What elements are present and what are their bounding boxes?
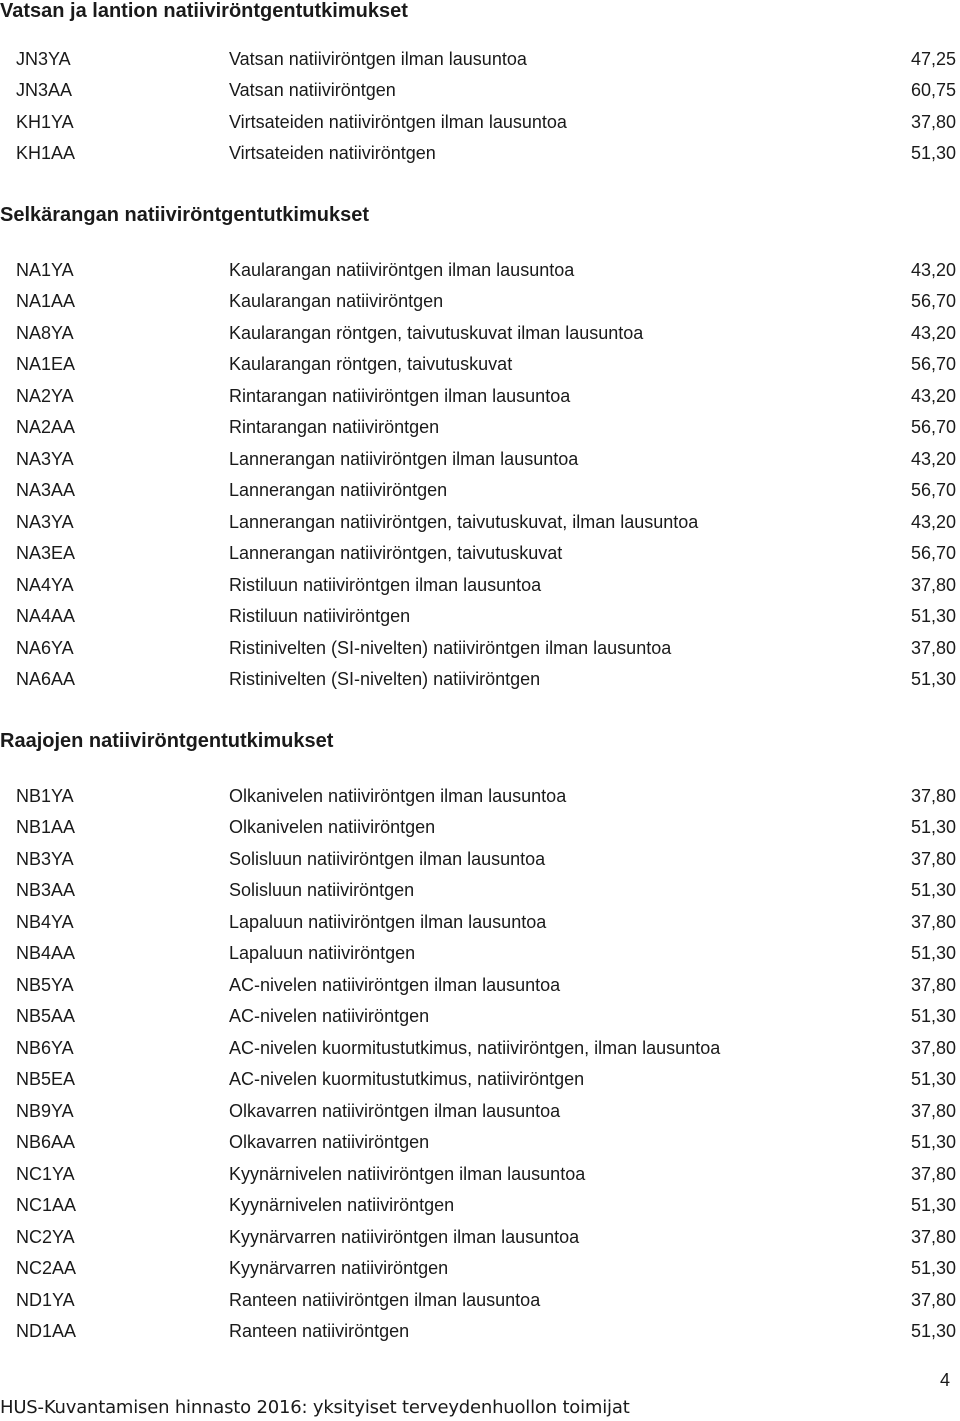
procedure-code: ND1YA xyxy=(16,1290,75,1310)
procedure-description: Olkanivelen natiiviröntgen ilman lausuntoa xyxy=(229,786,567,806)
procedure-description: Vatsan natiiviröntgen ilman lausuntoa xyxy=(229,49,527,69)
procedure-price: 37,80 xyxy=(910,912,956,932)
price-row xyxy=(0,785,960,816)
price-row xyxy=(0,111,960,142)
procedure-description: Olkavarren natiiviröntgen xyxy=(229,1132,430,1152)
procedure-description: Lannerangan natiiviröntgen, taivutuskuvat, ilman lausuntoa xyxy=(229,512,699,532)
procedure-code: NA3YA xyxy=(16,449,74,469)
procedure-description: Kaularangan röntgen, taivutuskuvat xyxy=(229,354,513,374)
procedure-price: 37,80 xyxy=(910,786,956,806)
procedure-price: 51,30 xyxy=(910,1195,956,1215)
price-row xyxy=(0,605,960,636)
procedure-price: 51,30 xyxy=(910,1132,956,1152)
procedure-price: 43,20 xyxy=(910,449,956,469)
procedure-price: 43,20 xyxy=(910,512,956,532)
procedure-description: Ristiluun natiiviröntgen ilman lausuntoa xyxy=(229,575,542,595)
price-row xyxy=(0,448,960,479)
procedure-code: NB5EA xyxy=(16,1069,76,1089)
procedure-description: Virtsateiden natiiviröntgen ilman lausuntoa xyxy=(229,112,567,132)
procedure-price: 51,30 xyxy=(910,880,956,900)
procedure-description: Solisluun natiiviröntgen xyxy=(229,880,415,900)
procedure-price: 37,80 xyxy=(910,1038,956,1058)
procedure-price: 51,30 xyxy=(910,1321,956,1341)
price-row xyxy=(0,1289,960,1320)
procedure-description: Lapaluun natiiviröntgen ilman lausuntoa xyxy=(229,912,547,932)
procedure-description: Olkanivelen natiiviröntgen xyxy=(229,817,436,837)
procedure-code: NB5YA xyxy=(16,975,74,995)
procedure-code: NA1EA xyxy=(16,354,76,374)
price-row xyxy=(0,259,960,290)
procedure-code: KH1AA xyxy=(16,143,76,163)
price-row xyxy=(0,290,960,321)
procedure-description: Kyynärnivelen natiiviröntgen xyxy=(229,1195,455,1215)
procedure-description: Ranteen natiiviröntgen xyxy=(229,1321,410,1341)
procedure-description: Ranteen natiiviröntgen ilman lausuntoa xyxy=(229,1290,541,1310)
procedure-description: Kaularangan natiiviröntgen xyxy=(229,291,444,311)
procedure-code: KH1YA xyxy=(16,112,74,132)
procedure-code: JN3YA xyxy=(16,49,71,69)
price-row xyxy=(0,1037,960,1068)
procedure-code: NB3YA xyxy=(16,849,74,869)
procedure-description: Rintarangan natiiviröntgen ilman lausuntoa xyxy=(229,386,571,406)
price-row xyxy=(0,1163,960,1194)
procedure-price: 37,80 xyxy=(910,638,956,658)
price-row xyxy=(0,142,960,173)
price-row xyxy=(0,1320,960,1351)
procedure-description: Virtsateiden natiiviröntgen xyxy=(229,143,436,163)
procedure-code: NA1YA xyxy=(16,260,74,280)
price-row xyxy=(0,1068,960,1099)
price-row xyxy=(0,942,960,973)
procedure-code: NB4YA xyxy=(16,912,74,932)
procedure-price: 56,70 xyxy=(910,417,956,437)
procedure-description: Ristinivelten (SI-nivelten) natiiviröntgen xyxy=(229,669,541,689)
price-row xyxy=(0,353,960,384)
procedure-code: NB6YA xyxy=(16,1038,74,1058)
procedure-code: NA4AA xyxy=(16,606,76,626)
price-row xyxy=(0,79,960,110)
price-row xyxy=(0,637,960,668)
procedure-code: NA2YA xyxy=(16,386,74,406)
procedure-description: Lapaluun natiiviröntgen xyxy=(229,943,416,963)
procedure-code: NA3EA xyxy=(16,543,76,563)
procedure-price: 51,30 xyxy=(910,1258,956,1278)
procedure-description: Rintarangan natiiviröntgen xyxy=(229,417,440,437)
procedure-description: Lannerangan natiiviröntgen ilman lausuntoa xyxy=(229,449,579,469)
procedure-code: NB9YA xyxy=(16,1101,74,1121)
procedure-description: Ristiluun natiiviröntgen xyxy=(229,606,411,626)
section-title: Selkärangan natiiviröntgentutkimukset xyxy=(0,204,369,226)
procedure-price: 56,70 xyxy=(910,543,956,563)
section-title: Vatsan ja lantion natiiviröntgentutkimukset xyxy=(0,0,408,22)
price-row xyxy=(0,322,960,353)
procedure-price: 56,70 xyxy=(910,354,956,374)
procedure-code: NC1AA xyxy=(16,1195,77,1215)
procedure-price: 37,80 xyxy=(910,1101,956,1121)
procedure-description: Vatsan natiiviröntgen xyxy=(229,80,396,100)
procedure-code: NA4YA xyxy=(16,575,74,595)
price-row xyxy=(0,574,960,605)
procedure-code: NA3AA xyxy=(16,480,76,500)
procedure-code: NA1AA xyxy=(16,291,76,311)
procedure-description: Lannerangan natiiviröntgen, taivutuskuvat xyxy=(229,543,563,563)
procedure-price: 56,70 xyxy=(910,291,956,311)
procedure-code: ND1AA xyxy=(16,1321,77,1341)
price-row xyxy=(0,511,960,542)
price-row xyxy=(0,879,960,910)
procedure-code: NA3YA xyxy=(16,512,74,532)
procedure-code: NB4AA xyxy=(16,943,76,963)
price-row xyxy=(0,542,960,573)
procedure-price: 51,30 xyxy=(910,943,956,963)
price-row xyxy=(0,848,960,879)
price-row xyxy=(0,1100,960,1131)
procedure-description: AC-nivelen kuormitustutkimus, natiiviröntgen, ilman lausuntoa xyxy=(229,1038,721,1058)
procedure-code: NC2AA xyxy=(16,1258,77,1278)
procedure-code: NB1AA xyxy=(16,817,76,837)
procedure-code: NB5AA xyxy=(16,1006,76,1026)
procedure-price: 37,80 xyxy=(910,975,956,995)
procedure-description: AC-nivelen natiiviröntgen ilman lausuntoa xyxy=(229,975,561,995)
document-footer: HUS-Kuvantamisen hinnasto 2016: yksityiset terveydenhuollon toimijat xyxy=(0,1397,630,1418)
procedure-code: NA6YA xyxy=(16,638,74,658)
price-row xyxy=(0,1194,960,1225)
procedure-description: AC-nivelen kuormitustutkimus, natiiviröntgen xyxy=(229,1069,585,1089)
price-row xyxy=(0,911,960,942)
procedure-description: Lannerangan natiiviröntgen xyxy=(229,480,448,500)
procedure-price: 37,80 xyxy=(910,1164,956,1184)
procedure-price: 51,30 xyxy=(910,1006,956,1026)
procedure-code: NB6AA xyxy=(16,1132,76,1152)
procedure-price: 43,20 xyxy=(910,323,956,343)
procedure-code: NC2YA xyxy=(16,1227,75,1247)
price-row xyxy=(0,416,960,447)
procedure-price: 51,30 xyxy=(910,143,956,163)
procedure-code: NC1YA xyxy=(16,1164,75,1184)
price-row xyxy=(0,48,960,79)
procedure-code: JN3AA xyxy=(16,80,73,100)
procedure-price: 56,70 xyxy=(910,480,956,500)
procedure-price: 43,20 xyxy=(910,260,956,280)
procedure-price: 51,30 xyxy=(910,606,956,626)
procedure-price: 37,80 xyxy=(910,575,956,595)
price-row xyxy=(0,816,960,847)
procedure-description: Olkavarren natiiviröntgen ilman lausuntoa xyxy=(229,1101,561,1121)
procedure-code: NB1YA xyxy=(16,786,74,806)
procedure-price: 51,30 xyxy=(910,669,956,689)
page-number: 4 xyxy=(939,1370,950,1390)
procedure-description: Kyynärvarren natiiviröntgen ilman lausuntoa xyxy=(229,1227,580,1247)
procedure-price: 51,30 xyxy=(910,817,956,837)
procedure-description: Kaularangan röntgen, taivutuskuvat ilman lausuntoa xyxy=(229,323,644,343)
procedure-price: 47,25 xyxy=(910,49,956,69)
procedure-price: 37,80 xyxy=(910,112,956,132)
procedure-price: 37,80 xyxy=(910,1290,956,1310)
procedure-price: 60,75 xyxy=(910,80,956,100)
price-row xyxy=(0,1005,960,1036)
procedure-code: NA2AA xyxy=(16,417,76,437)
procedure-description: Kyynärvarren natiiviröntgen xyxy=(229,1258,449,1278)
procedure-code: NA6AA xyxy=(16,669,76,689)
price-row xyxy=(0,479,960,510)
procedure-price: 51,30 xyxy=(910,1069,956,1089)
procedure-description: Kaularangan natiiviröntgen ilman lausuntoa xyxy=(229,260,575,280)
price-row xyxy=(0,974,960,1005)
procedure-price: 37,80 xyxy=(910,1227,956,1247)
price-row xyxy=(0,1226,960,1257)
section-title: Raajojen natiiviröntgentutkimukset xyxy=(0,730,334,752)
price-row xyxy=(0,1257,960,1288)
procedure-price: 43,20 xyxy=(910,386,956,406)
procedure-description: Solisluun natiiviröntgen ilman lausuntoa xyxy=(229,849,546,869)
procedure-code: NA8YA xyxy=(16,323,74,343)
price-row xyxy=(0,1131,960,1162)
procedure-description: Ristinivelten (SI-nivelten) natiiviröntgen ilman lausuntoa xyxy=(229,638,672,658)
price-row xyxy=(0,385,960,416)
procedure-code: NB3AA xyxy=(16,880,76,900)
procedure-price: 37,80 xyxy=(910,849,956,869)
procedure-description: Kyynärnivelen natiiviröntgen ilman lausuntoa xyxy=(229,1164,586,1184)
price-row xyxy=(0,668,960,699)
procedure-description: AC-nivelen natiiviröntgen xyxy=(229,1006,430,1026)
